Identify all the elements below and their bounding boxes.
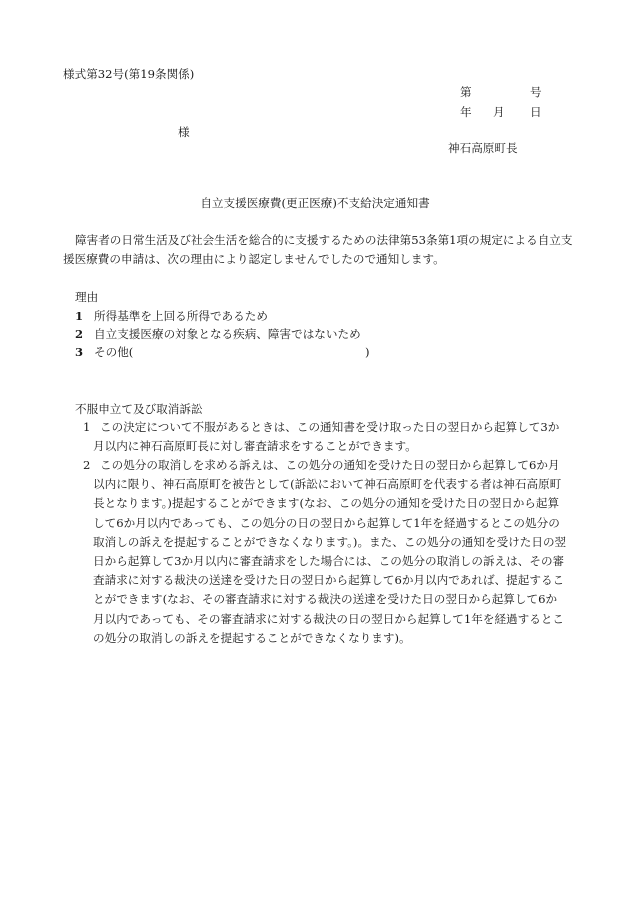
reason-number: 2	[75, 327, 84, 341]
appeal-item	[83, 456, 567, 648]
appeal-heading: 不服申立て及び取消訴訟	[75, 402, 203, 416]
reason-item	[75, 343, 133, 361]
document-number-label: 第	[460, 85, 472, 99]
date-month-label: 月	[493, 105, 505, 119]
reason-number: 1	[75, 309, 84, 323]
reason-item	[75, 307, 268, 325]
reason-text: 所得基準を上回る所得であるため	[94, 309, 268, 323]
reason-number: 3	[75, 345, 84, 359]
issuer-name: 神石高原町長	[448, 141, 518, 155]
reason-item	[75, 325, 361, 343]
document-title: 自立支援医療費(更正医療)不支給決定通知書	[200, 196, 430, 210]
appeal-text: この決定について不服があるときは、この通知書を受け取った日の翌日から起算して3か月以内に神石高原町長に対し審査請求をすることができます。	[93, 420, 560, 454]
form-label: 様式第32号(第19条関係)	[63, 67, 195, 81]
appeal-item	[83, 418, 567, 456]
date-day-label: 日	[530, 105, 542, 119]
recipient-suffix: 様	[178, 125, 190, 139]
document-number-suffix: 号	[530, 85, 542, 99]
notice-body: 障害者の日常生活及び社会生活を総合的に支援するための法律第53条第1項の規定による自立支援医療費の申請は、次の理由により認定しませんでしたので通知します。	[63, 233, 573, 266]
appeal-number: 1	[83, 420, 91, 434]
date-year-label: 年	[460, 105, 472, 119]
reason-text: 自立支援医療の対象となる疾病、障害ではないため	[94, 327, 361, 341]
appeal-number: 2	[83, 458, 91, 472]
appeal-text: この処分の取消しを求める訴えは、この処分の通知を受けた日の翌日から起算して6か月以内に限り、神石高原町を被告として(訴訟において神石高原町を代表する者は神石高原町長となります。)提起することができます(なお、この処分の通知を受けた日の翌日から起算して6か月以内であっても、この処分の日の翌日から起算して1年を経過するとこの処分の取消しの訴えを提起することができなくなります。)。また、この処分の通知を受けた日の翌日から起算して3か月以内に審査請求をした場合には、この処分の取消しの訴えは、その審査請求に対する裁決の送達を受けた日の翌日から起算して6か月以内であれば、提起することができます(なお、その審査請求に対する裁決の送達を受けた日の翌日から起算して6か月以内であっても、その審査請求に対する裁決の日の翌日から起算して1年を経過するとこの処分の取消しの訴えを提起することができなくなります)。	[93, 458, 567, 645]
reasons-heading: 理由	[75, 290, 99, 304]
reason-text: その他(	[94, 345, 134, 359]
other-reason-close-paren: )	[365, 345, 370, 359]
